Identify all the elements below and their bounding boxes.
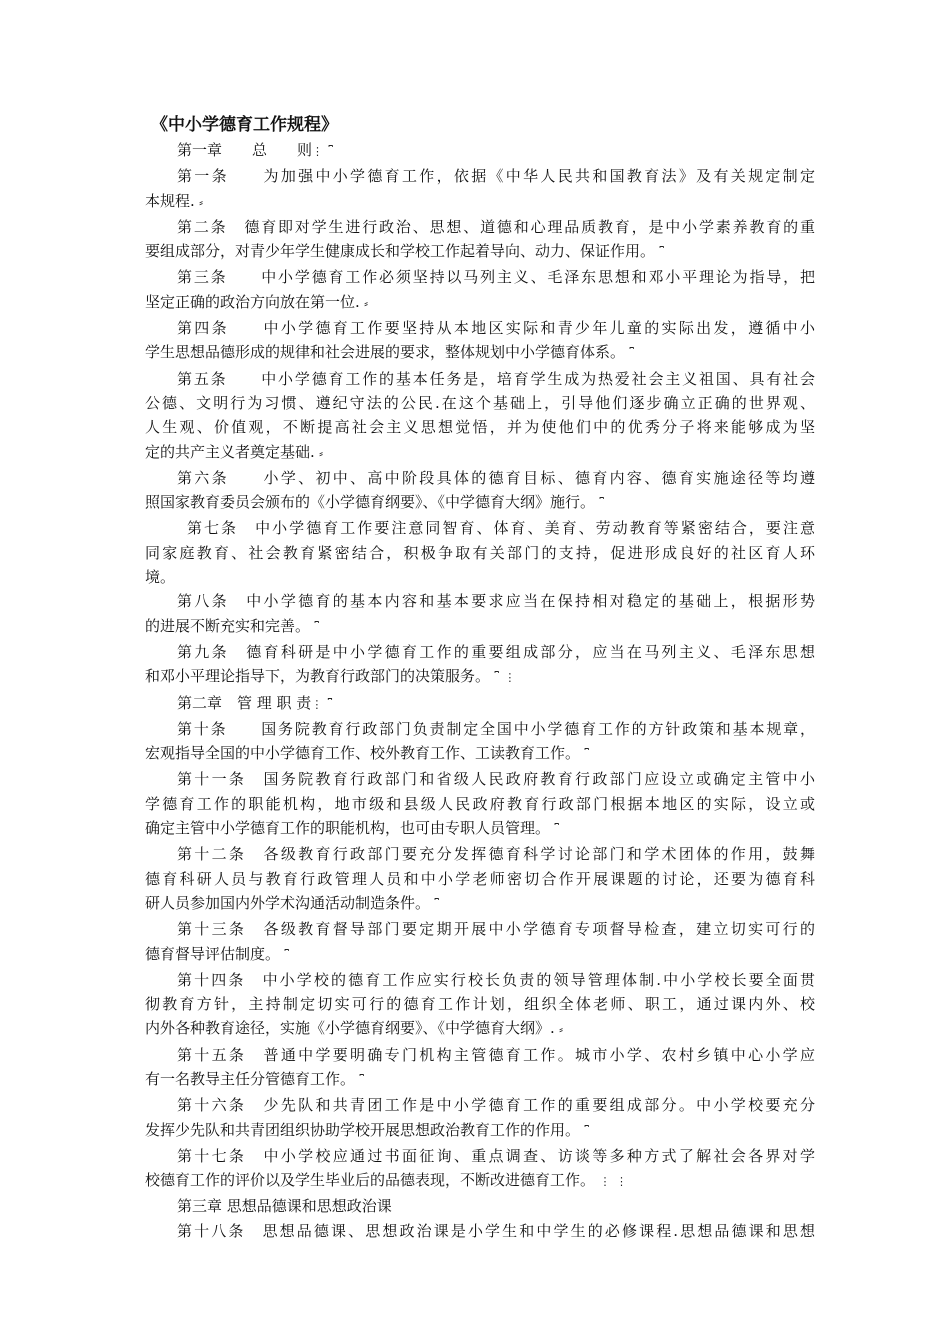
text-line bbox=[145, 367, 815, 391]
text-line bbox=[145, 1194, 815, 1218]
line-text: 第十条 国务院教育行政部门负责制定全国中小学德育工作的方针政策和基本规章， bbox=[177, 719, 815, 738]
text-line bbox=[145, 1093, 815, 1117]
line-text: 第二章 管 理 职 责 bbox=[177, 693, 312, 712]
text-line bbox=[145, 1016, 815, 1042]
paragraph-mark-icon: ⎴ bbox=[625, 347, 635, 361]
paragraph-mark-icon: ⎴ bbox=[355, 1073, 365, 1087]
text-line bbox=[145, 490, 815, 516]
text-line bbox=[145, 1118, 815, 1144]
text-line bbox=[145, 992, 815, 1016]
document-title: 《中小学德育工作规程》 bbox=[151, 115, 338, 135]
text-line bbox=[145, 1144, 815, 1168]
text-line bbox=[145, 816, 815, 842]
line-text: 定的共产主义者奠定基础. bbox=[145, 442, 315, 461]
line-text: 第四条 中小学德育工作要坚持从本地区实际和青少年儿童的实际出发，遵循中小 bbox=[177, 319, 815, 338]
line-text: 校德育工作的评价以及学生毕业后的品德表现，不断改进德育工作。 bbox=[145, 1171, 596, 1190]
text-line bbox=[145, 316, 815, 340]
line-text: 学生思想品德形成的规律和社会进展的要求，整体规划中小学德育体系。 bbox=[145, 343, 626, 362]
paragraph-mark-icon: ⎴ bbox=[655, 246, 665, 260]
line-text: 第一条 为加强中小学德育工作，依据《中华人民共和国教育法》及有关规定制定 bbox=[177, 167, 815, 186]
text-line bbox=[145, 189, 815, 215]
paragraph-mark-icon: ⎴ ⋮ bbox=[490, 671, 517, 685]
line-text: 发挥少先队和共青团组织协助学校开展思想政治教育工作的作用。 bbox=[145, 1120, 581, 1139]
line-text: 坚定正确的政治方向放在第一位. bbox=[145, 292, 360, 311]
line-text: 研人员参加国内外学术沟通活动制造条件。 bbox=[145, 893, 431, 912]
text-line bbox=[145, 541, 815, 565]
line-text: 和邓小平理论指导下，为教育行政部门的决策服务。 bbox=[145, 667, 491, 686]
text-line bbox=[145, 767, 815, 791]
text-line bbox=[145, 842, 815, 866]
text-line bbox=[145, 942, 815, 968]
paragraph-mark-icon: ⸗ bbox=[194, 195, 204, 209]
text-line bbox=[145, 265, 815, 289]
paragraph-mark-icon: ⎴ bbox=[310, 620, 320, 634]
text-line bbox=[145, 239, 815, 265]
text-line bbox=[145, 691, 815, 717]
paragraph-mark-icon: ⎴ bbox=[580, 1124, 590, 1138]
line-text: 第二条 德育即对学生进行政治、思想、道德和心理品质教育，是中小学素养教育的重 bbox=[177, 217, 815, 236]
text-line bbox=[145, 968, 815, 992]
text-line bbox=[145, 391, 815, 415]
line-text: 的进展不断充实和完善。 bbox=[145, 616, 311, 635]
line-text: 第十七条 中小学校应通过书面征询、重点调查、访谈等多种方式了解社会各界对学 bbox=[177, 1146, 815, 1165]
line-text: 第十六条 少先队和共青团工作是中小学德育工作的重要组成部分。中小学校要充分 bbox=[177, 1096, 815, 1115]
text-line bbox=[145, 516, 815, 540]
line-text: 第三章 思想品德课和思想政治课 bbox=[177, 1197, 392, 1216]
document-body bbox=[145, 112, 815, 1243]
line-text: 同家庭教育、社会教育紧密结合，积极争取有关部门的支持，促进形成良好的社区育人环 bbox=[145, 543, 815, 562]
text-line bbox=[145, 1219, 815, 1243]
line-text: 第八条 中小学德育的基本内容和基本要求应当在保持相对稳定的基础上，根据形势 bbox=[177, 592, 815, 611]
text-line bbox=[145, 741, 815, 767]
text-line bbox=[145, 565, 815, 589]
line-text: 本规程. bbox=[145, 191, 195, 210]
text-line bbox=[145, 867, 815, 891]
line-text: 第十八条 思想品德课、思想政治课是小学生和中学生的必修课程.思想品德课和思想 bbox=[177, 1221, 815, 1240]
line-text: 确定主管中小学德育工作的职能机构，也可由专职人员管理。 bbox=[145, 819, 551, 838]
line-text: 第五条 中小学德育工作的基本任务是，培育学生成为热爱社会主义祖国、具有社会 bbox=[177, 369, 815, 388]
text-line bbox=[145, 1168, 815, 1194]
line-text: 人生观、价值观，不断提高社会主义思想觉悟，并为使他们中的优秀分子将来能够成为坚 bbox=[145, 418, 815, 437]
paragraph-mark-icon: ⎴ bbox=[595, 497, 605, 511]
paragraph-mark-icon: ⋮ ⋮ bbox=[595, 1175, 629, 1189]
text-line bbox=[145, 164, 815, 188]
text-line bbox=[145, 440, 815, 466]
line-text: 第六条 小学、初中、高中阶段具体的德育目标、德育内容、德育实施途径等均遵 bbox=[177, 468, 815, 487]
line-text: 第十三条 各级教育督导部门要定期开展中小学德育专项督导检查，建立切实可行的 bbox=[177, 920, 815, 939]
document-lines bbox=[145, 138, 815, 1243]
line-text: 照国家教育委员会颁布的《小学德育纲要》、《中学德育大纲》施行。 bbox=[145, 493, 596, 512]
text-line bbox=[145, 290, 815, 316]
line-text: 德育科研人员与教育行政管理人员和中小学老师密切合作开展课题的讨论，还要为德育科 bbox=[145, 869, 815, 888]
line-text: 第十一条 国务院教育行政部门和省级人民政府教育行政部门应设立或确定主管中小 bbox=[177, 770, 815, 789]
paragraph-mark-icon: ⎴ bbox=[280, 948, 290, 962]
text-line bbox=[145, 415, 815, 439]
text-line bbox=[145, 138, 815, 164]
paragraph-mark-icon: ⸗ bbox=[314, 446, 324, 460]
paragraph-mark-icon: ⸗ bbox=[359, 296, 369, 310]
text-line bbox=[145, 640, 815, 664]
line-text: 第七条 中小学德育工作要注意同智育、体育、美育、劳动教育等紧密结合，要注意 bbox=[187, 519, 815, 538]
line-text: 宏观指导全国的中小学德育工作、校外教育工作、工读教育工作。 bbox=[145, 744, 581, 763]
line-text: 学德育工作的职能机构，地市级和县级人民政府教育行政部门根据本地区的实际，设立或 bbox=[145, 794, 815, 813]
line-text: 境。 bbox=[145, 568, 176, 587]
text-line bbox=[145, 917, 815, 941]
line-text: 第三条 中小学德育工作必须坚持以马列主义、毛泽东思想和邓小平理论为指导，把 bbox=[177, 268, 815, 287]
line-text: 第十四条 中小学校的德育工作应实行校长负责的领导管理体制.中小学校长要全面贯 bbox=[177, 970, 815, 989]
paragraph-mark-icon: ⋮ ⎴ bbox=[311, 697, 334, 711]
text-line bbox=[145, 614, 815, 640]
line-text: 第九条 德育科研是中小学德育工作的重要组成部分，应当在马列主义、毛泽东思想 bbox=[177, 642, 815, 661]
paragraph-mark-icon: ⋮ ⎴ bbox=[312, 145, 334, 158]
text-line bbox=[145, 340, 815, 366]
line-text: 德育督导评估制度。 bbox=[145, 944, 281, 963]
text-line bbox=[145, 1067, 815, 1093]
text-line bbox=[145, 664, 815, 690]
line-text: 要组成部分，对青少年学生健康成长和学校工作起着导向、动力、保证作用。 bbox=[145, 242, 656, 261]
paragraph-mark-icon: ⎴ bbox=[430, 897, 440, 911]
line-text: 第十五条 普通中学要明确专门机构主管德育工作。城市小学、农村乡镇中心小学应 bbox=[177, 1045, 815, 1064]
text-line bbox=[145, 589, 815, 613]
line-text: 内外各种教育途径，实施《小学德育纲要》、《中学德育大纲》. bbox=[145, 1019, 555, 1038]
text-line bbox=[145, 215, 815, 239]
line-text: 公德、文明行为习惯、遵纪守法的公民.在这个基础上，引导他们逐步确立正确的世界观、 bbox=[145, 393, 815, 412]
line-text: 第一章 总 则 bbox=[177, 141, 313, 159]
line-text: 有一名教导主任分管德育工作。 bbox=[145, 1069, 356, 1088]
text-line bbox=[145, 466, 815, 490]
paragraph-mark-icon: ⸗ bbox=[554, 1023, 564, 1037]
text-line bbox=[145, 792, 815, 816]
paragraph-mark-icon: ⎴ bbox=[550, 823, 560, 837]
text-line bbox=[145, 717, 815, 741]
line-text: 彻教育方针，主持制定切实可行的德育工作计划，组织全体老师、职工，通过课内外、校 bbox=[145, 995, 815, 1014]
text-line bbox=[145, 1043, 815, 1067]
text-line bbox=[145, 891, 815, 917]
line-text: 第十二条 各级教育行政部门要充分发挥德育科学讨论部门和学术团体的作用，鼓舞 bbox=[177, 845, 815, 864]
paragraph-mark-icon: ⎴ bbox=[580, 748, 590, 762]
